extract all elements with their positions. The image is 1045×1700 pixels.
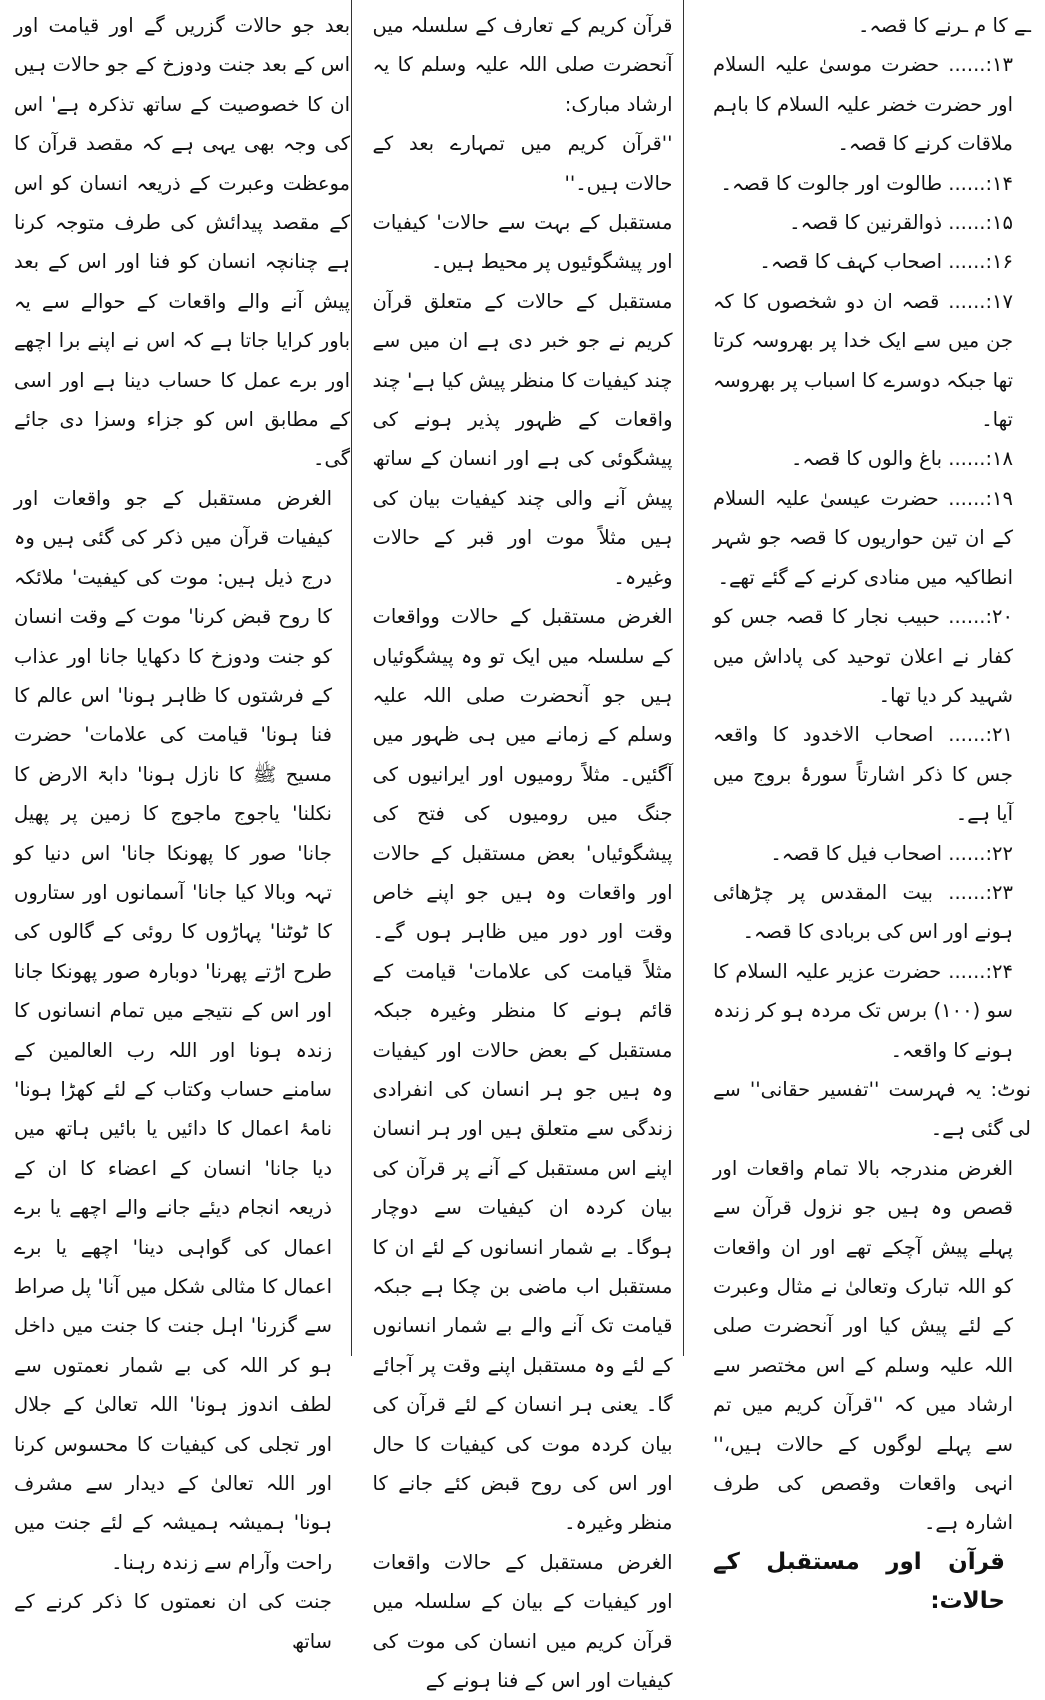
left-column xyxy=(10,6,350,1653)
paragraph: ـے کا م ـرنے کا قصہ۔ xyxy=(857,14,1031,37)
list-item-19: ۱۹:...... حضرت عیسیٰ علیہ السلام کے ان تین حواریوں کا قصہ جو شہر انطاکیہ میں منادی کرنے کے گئے تھے۔ xyxy=(713,486,1013,589)
column-divider xyxy=(683,0,684,1356)
list-item-14: ۱۴:...... طالوت اور جالوت کا قصہ۔ xyxy=(720,171,1013,195)
right-column xyxy=(712,6,1035,1615)
list-item-24: ۲۴:...... حضرت عزیر علیہ السلام کا سو (۱۰۰) برس تک مردہ ہو کر زندہ ہونے کا واقعہ۔ xyxy=(713,959,1014,1062)
paragraph: الغرض مستقبل کے حالات واقعات اور کیفیات کے بیان کے سلسلہ میں قرآن کریم میں انسان کی موت کی کیفیات اور اس کے فنا ہونے کے xyxy=(372,1550,673,1693)
paragraph: مستقبل کے حالات کے متعلق قرآن کریم نے جو خبر دی ہے ان میں سے چند کیفیات کا منظر پیش کیا ہے' چند واقعات کے ظہور پذیر ہونے کی پیشگوئی کی ہے اور انسان کے ساتھ پیش آنے والی چند کیفیات بیان کی ہیں مثلاً موت اور قبر کے حالات وغیرہ۔ xyxy=(372,289,673,589)
paragraph: مستقبل کے بہت سے حالات' کیفیات اور پیشگوئیوں پر محیط ہیں۔ xyxy=(372,211,673,274)
list-item-15: ۱۵:...... ذوالقرنین کا قصہ۔ xyxy=(789,211,1013,235)
paragraph: الغرض مندرجہ بالا تمام واقعات اور قصص وہ ہیں جو نزول قرآن سے پہلے پیش آچکے تھے اور ان واقعات کو اللہ تبارک وتعالیٰ نے مثال وعبرت کے لئے پیش کیا اور آنحضرت صلی اللہ علیہ وسلم کے اس مختصر سے ارشاد میں کہ ''قرآن کریم میں تم سے پہلے لوگوں کے حالات ہیں،'' انہی واقعات وقصص کی طرف اشارہ ہے۔ xyxy=(713,1156,1013,1535)
note: نوٹ: یہ فہرست ''تفسیر حقانی'' سے لی گئی ہے۔ xyxy=(713,1077,1031,1141)
column-divider xyxy=(351,0,352,1356)
paragraph: قرآن کریم کے تعارف کے سلسلہ میں آنحضرت صلی اللہ علیہ وسلم کا یہ ارشاد مبارک: xyxy=(372,14,673,116)
paragraph: بعد جو حالات گزریں گے اور قیامت اور اس کے بعد جنت ودوزخ کے جو حالات ہیں ان کا خصوصیت کے ساتھ تذکرہ ہے' اس کی وجہ بھی یہی ہے کہ مقصد قرآن کا موعظت وعبرت کے ذریعہ انسان کو اس کے مقصد پیدائش کی طرف متوجہ کرنا ہے چنانچہ انسان کو فنا اور اس کے بعد پیش آنے والے واقعات کے حوالے سے یہ باور کرایا جاتا ہے کہ اس نے اپنے برا اچھے اور برے عمل کا حساب دینا ہے اور اسی کے مطابق اس کو جزاء وسزا دی جائے گی۔ xyxy=(14,14,350,471)
list-item-17: ۱۷:...... قصہ ان دو شخصوں کا کہ جن میں سے ایک خدا پر بھروسہ کرتا تھا جبکہ دوسرے کا اسباب پر بھروسہ تھا۔ xyxy=(712,289,1013,432)
list-item-13: ۱۳:...... حضرت موسیٰ علیہ السلام اور حضرت خضر علیہ السلام کا باہم ملاقات کرنے کا قصہ۔ xyxy=(713,53,1013,156)
middle-column xyxy=(367,6,697,1693)
paragraph: جنت کی ان نعمتوں کا ذکر کرنے کے ساتھ xyxy=(14,1590,332,1653)
paragraph: الغرض مستقبل کے حالات وواقعات کے سلسلہ میں ایک تو وہ پیشگوئیاں ہیں جو آنحضرت صلی اللہ علیہ وسلم کے زمانے میں ہی ظہور میں آگئیں۔ مثلاً رومیوں اور ایرانیوں کی جنگ میں رومیوں کی فتح کی پیشگوئیاں' بعض مستقبل کے حالات اور واقعات وہ ہیں جو اپنے خاص وقت اور دور میں ظاہر ہوں گے۔ مثلاً قیامت کی علامات' قیامت کے قائم ہونے کا منظر وغیرہ جبکہ مستقبل کے بعض حالات اور کیفیات وہ ہیں جو ہر انسان کی انفرادی زندگی سے متعلق ہیں اور ہر انسان اپنے اس مستقبل کے آنے پر قرآن کی بیان کردہ ان کیفیات سے دوچار ہوگا۔ بے شمار انسانوں کے لئے ان کا مستقبل اب ماضی بن چکا ہے جبکہ قیامت تک آنے والے بے شمار انسانوں کے لئے وہ مستقبل اپنے وقت پر آجائے گا۔ یعنی ہر انسان کے لئے قرآن کی بیان کردہ موت کی کیفیات کا حال اور اس کی روح قبض کئے جانے کا منظر وغیرہ۔ xyxy=(372,605,673,1535)
quote: ''قرآن کریم میں تمہارے بعد کے حالات ہیں۔'' xyxy=(372,132,673,195)
section-heading: قرآن اور مستقبل کے حالات: xyxy=(713,1548,1005,1615)
list-item-23: ۲۳:...... بیت المقدس پر چڑھائی ہونے اور اس کی بربادی کا قصہ۔ xyxy=(713,880,1013,944)
paragraph: الغرض مستقبل کے جو واقعات اور کیفیات قرآن میں ذکر کی گئی ہیں وہ درج ذیل ہیں: موت کی کیفیت' ملائکہ کا روح قبض کرنا' موت کے وقت انسان کو جنت ودوزخ کا دکھایا جانا اور عذاب کے فرشتوں کا ظاہر ہونا' اس عالم کا فنا ہونا' قیامت کی علامات' حضرت مسیح ﷺ کا نازل ہونا' دابۃ الارض کا نکلنا' یاجوج ماجوج کا زمین پر پھیل جانا' صور کا پھونکا جانا' اس دنیا کو تہہ وبالا کیا جانا' آسمانوں اور ستاروں کا ٹوٹنا' پہاڑوں کا روئی کے گالوں کی طرح اڑتے پھرنا' دوبارہ صور پھونکا جانا اور اس کے نتیجے میں تمام انسانوں کا زندہ ہونا اور اللہ رب العالمین کے سامنے حساب وکتاب کے لئے کھڑا ہونا' نامۂ اعمال کا دائیں یا بائیں ہاتھ میں دیا جانا' انسان کے اعضاء کا ان کے ذریعہ انجام دیئے جانے والے اچھے یا برے اعمال کی گواہی دینا' اچھے یا برے اعمال کا مثالی شکل میں آنا' پل صراط سے گزرنا' اہل جنت کا جنت میں داخل ہو کر اللہ کی بے شمار نعمتوں سے لطف اندوز ہونا' اللہ تعالیٰ کے جلال اور تجلی کی کیفیات کا محسوس کرنا اور اللہ تعالیٰ کے دیدار سے مشرف ہونا' ہمیشہ ہمیشہ کے لئے جنت میں راحت وآرام سے زندہ رہنا۔ xyxy=(14,486,332,1574)
list-item-22: ۲۲:...... اصحاب فیل کا قصہ۔ xyxy=(770,841,1013,865)
list-item-16: ۱۶:...... اصحاب کہف کا قصہ۔ xyxy=(759,250,1013,274)
list-item-18: ۱۸:...... باغ والوں کا قصہ۔ xyxy=(791,447,1013,471)
list-item-21: ۲۱:...... اصحاب الاخدود کا واقعہ جس کا ذکر اشارتاً سورۂ بروج میں آیا ہے۔ xyxy=(713,723,1013,826)
list-item-20: ۲۰:...... حبیب نجار کا قصہ جس کو کفار نے اعلان توحید کی پاداش میں شہید کر دیا تھا۔ xyxy=(713,605,1013,707)
